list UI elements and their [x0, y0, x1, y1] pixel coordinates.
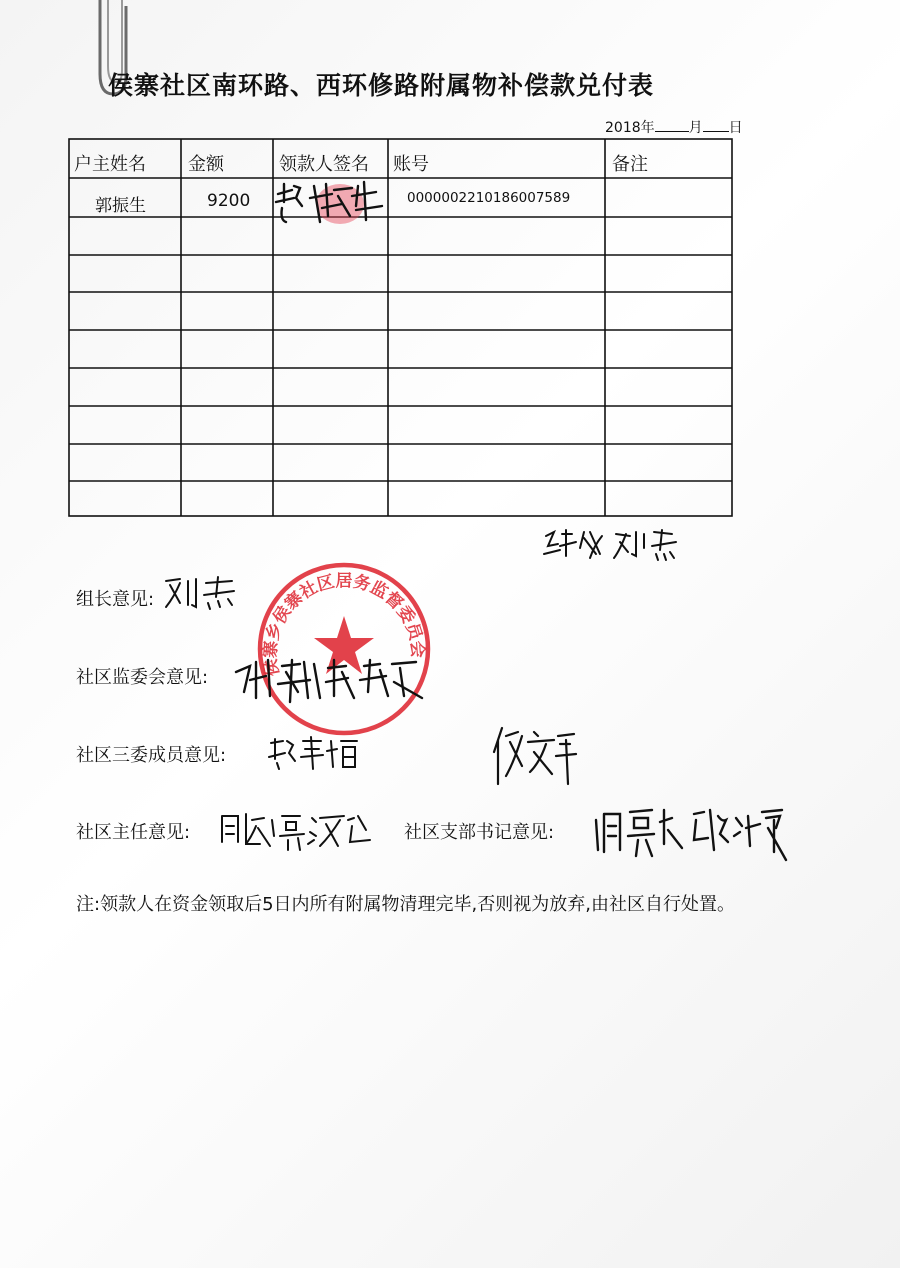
- header-owner-name: 户主姓名: [74, 154, 146, 175]
- supervisory-handwriting: [230, 652, 430, 710]
- date-year-suffix: 年: [640, 120, 655, 136]
- payment-table-grid: [68, 138, 733, 517]
- footnote: 注:领款人在资金领取后5日内所有附属物清理完毕,否则视为放弃,由社区自行处置。: [76, 894, 735, 915]
- date-month-suffix: 月: [688, 120, 703, 136]
- row-owner-name: 郭振生: [95, 196, 146, 216]
- secretary-handwriting: [590, 800, 790, 866]
- date-day-suffix: 日: [728, 120, 743, 136]
- committee-handwriting: [265, 733, 361, 773]
- handler-handwriting: [540, 526, 680, 566]
- date-line: [605, 117, 743, 137]
- supervisory-label: 社区监委会意见:: [76, 667, 209, 688]
- header-signature: 领款人签名: [279, 154, 369, 175]
- seal-text: 侯寨乡侯寨社区居务监督委员会: [260, 571, 428, 678]
- header-account: 账号: [393, 154, 429, 175]
- header-remark: 备注: [612, 154, 648, 175]
- director-handwriting: [216, 806, 376, 852]
- official-seal: [255, 560, 433, 738]
- row-signature-handwriting: [272, 176, 388, 230]
- team-leader-label: 组长意见:: [76, 589, 155, 610]
- row-account: 0000002210186007589: [407, 190, 571, 206]
- date-year: 2018: [605, 120, 641, 136]
- row-amount: 9200: [207, 191, 251, 211]
- team-leader-handwriting: [160, 573, 240, 613]
- document-title: 侯寨社区南环路、西环修路附属物补偿款兑付表: [108, 71, 655, 100]
- header-amount: 金额: [188, 154, 224, 175]
- committee-handwriting-2: [488, 722, 578, 788]
- director-label: 社区主任意见:: [76, 822, 191, 843]
- secretary-label: 社区支部书记意见:: [404, 822, 555, 843]
- committee-label: 社区三委成员意见:: [76, 745, 227, 766]
